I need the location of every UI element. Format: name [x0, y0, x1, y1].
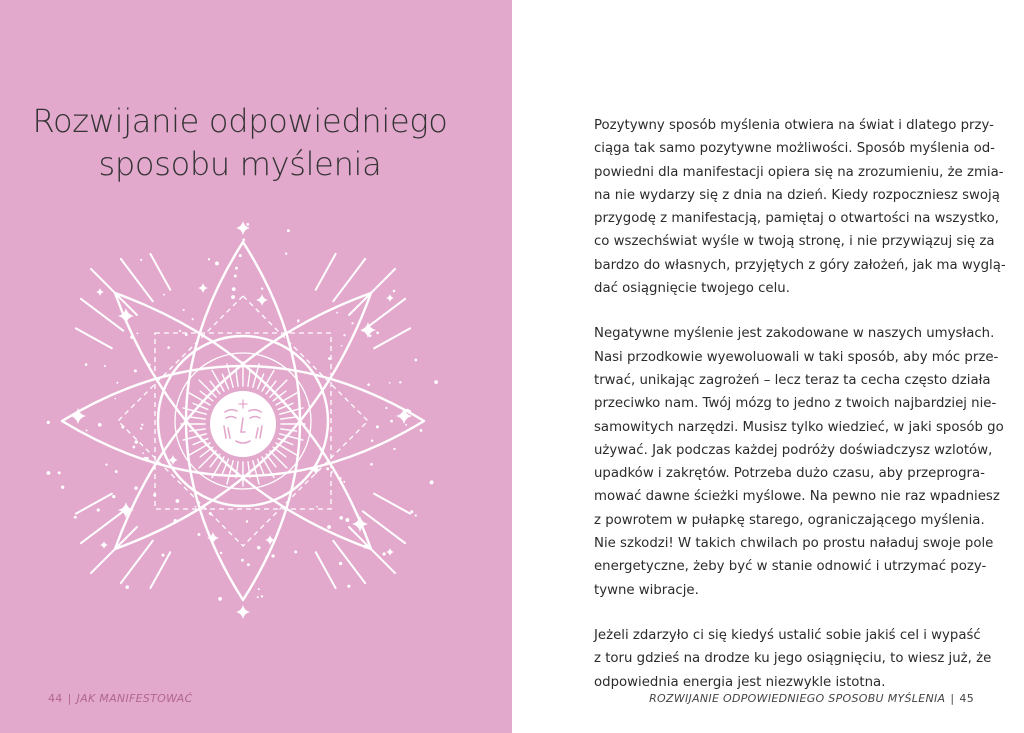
star-icon — [256, 294, 268, 306]
chapter-title — [20, 100, 460, 186]
text-line: z toru gdzieś na drodze ku jego osiągnięciu, to wiesz już, że — [594, 651, 992, 667]
ray-line — [81, 299, 123, 331]
ray-line — [76, 328, 112, 348]
sparkle-dot — [220, 552, 222, 554]
sparkle-dot — [376, 332, 379, 335]
page-number: 44 — [48, 692, 63, 705]
running-title: JAK MANIFESTOWAĆ — [76, 692, 193, 705]
sparkle-dot — [333, 256, 335, 258]
paragraph — [594, 624, 992, 694]
sunburst-ray — [248, 370, 250, 386]
ray-line — [121, 541, 153, 583]
text-line: ciąga tak samo pozytywne możliwości. Sposób myślenia od- — [594, 141, 995, 157]
sparkle-dot — [61, 486, 64, 489]
text-line: odpowiednia energia jest niezwykle istotna. — [594, 674, 886, 690]
sparkle-dot — [261, 287, 263, 289]
sparkle-dot — [399, 381, 401, 383]
sparkle-dot — [257, 546, 260, 549]
ray-line — [349, 527, 395, 573]
sparkle-dot — [415, 514, 417, 516]
ray-line — [363, 511, 405, 543]
text-line: przeciwko nam. Twój mózg to jedno z twoich najbardziej nie- — [594, 396, 997, 412]
paragraph — [594, 114, 1006, 300]
text-line: z powrotem w pułapkę starego, ograniczającego myślenia. — [594, 512, 985, 528]
text-line: samowitych narzędzi. Musisz tylko wiedzieć, w jaki sposób go — [594, 419, 1004, 435]
text-line: dać osiągnięcie twojego celu. — [594, 281, 790, 297]
sparkle-dot — [370, 463, 373, 466]
sparkle-dot — [142, 452, 144, 454]
left-folio — [48, 692, 193, 705]
sparkle-dot — [345, 518, 349, 522]
sparkle-dot — [367, 383, 370, 386]
text-line: powiedni dla manifestacji opiera się na zrozumieniu, że zmia- — [594, 164, 1004, 180]
sparkle-dot — [163, 294, 165, 296]
sparkle-dot — [47, 471, 51, 475]
sparkle-dot — [97, 508, 100, 511]
sparkle-dot — [167, 346, 170, 349]
sparkle-dot — [58, 471, 61, 474]
sparkle-dot — [327, 525, 331, 529]
sparkle-dot — [247, 563, 250, 566]
sparkle-dot — [285, 252, 287, 254]
star-icon — [96, 288, 104, 296]
ray-line — [316, 254, 336, 290]
sparkle-dot — [98, 423, 102, 427]
sparkle-dot — [135, 440, 139, 444]
text-line: bardzo do własnych, przyjętych z góry założeń, jak ma wyglą- — [594, 257, 1006, 273]
sunburst-ray — [270, 380, 287, 397]
text-line: tywne wibracje. — [594, 582, 699, 598]
text-line: Jeżeli zdarzyło ci się kiedyś ustalić sobie jakiś cel i wypaść — [594, 627, 981, 643]
sparkle-dot — [316, 506, 318, 508]
text-line: Pozytywny sposób myślenia otwiera na świat i dlatego przy- — [594, 118, 994, 133]
sparkle-dot — [115, 470, 118, 473]
sparkle-dot — [297, 319, 299, 321]
sparkle-dot — [294, 550, 297, 553]
ray-line — [121, 259, 153, 301]
sparkle-dot — [271, 554, 274, 557]
star-icon — [198, 283, 208, 293]
text-line: używać. Jak podczas każdej podróży doświadczysz wzlotów, — [594, 442, 993, 458]
sparkle-dot — [141, 424, 143, 426]
sparkle-dot — [287, 229, 290, 232]
sparkle-dot — [47, 421, 50, 424]
sparkle-dot — [336, 312, 338, 314]
sparkle-dot — [215, 261, 219, 265]
sparkle-dot — [114, 398, 116, 400]
ray-line — [333, 259, 365, 301]
ray-line — [374, 494, 410, 514]
text-line: przygodę z manifestacją, pamiętaj o otwartości na wszystko, — [594, 211, 999, 227]
folio-separator: | — [950, 692, 955, 705]
sunburst-ray — [199, 451, 216, 468]
sparkle-dot — [343, 481, 345, 483]
sparkle-dot — [385, 407, 387, 409]
sunburst-ray — [236, 370, 238, 386]
text-line: co wszechświat wyśle w twoją stronę, i nie przywiązuj się za — [594, 234, 995, 250]
sparkle-dot — [410, 510, 413, 513]
sparkle-dot — [393, 448, 395, 450]
paragraph — [594, 322, 1004, 602]
sunburst-ray — [189, 417, 205, 419]
text-line: Negatywne myślenie jest zakodowane w naszych umysłach. — [594, 326, 995, 342]
folio-separator: | — [67, 692, 72, 705]
sparkle-dot — [232, 287, 236, 291]
sparkle-dot — [208, 258, 210, 260]
text-line: Nasi przodkowie wyewoluowali w taki sposób, aby móc prze- — [594, 349, 999, 365]
sparkle-dot — [393, 290, 396, 293]
star-icon — [360, 322, 376, 338]
sparkle-dot — [235, 267, 238, 270]
ray-line — [91, 527, 137, 573]
text-line: trwać, unikając zagrożeń – lecz teraz ta cecha często działa — [594, 372, 991, 388]
sparkle-dot — [105, 464, 107, 466]
sparkle-dot — [195, 506, 197, 508]
text-line: na nie wydarzy się z dnia na dzień. Kiedy rozpoczniesz swoją — [594, 187, 1000, 203]
sparkle-dot — [162, 554, 165, 557]
sparkle-dot — [369, 334, 372, 337]
sparkle-dot — [389, 382, 391, 384]
sparkle-dot — [347, 585, 350, 588]
sun-face-icon — [210, 391, 276, 457]
ray-line — [349, 269, 395, 315]
sunburst-ray — [199, 380, 216, 397]
chapter-title-line: Rozwijanie odpowiedniego — [32, 102, 448, 140]
sparkle-dot — [246, 223, 249, 226]
sparkle-dot — [328, 357, 331, 360]
star-icon — [236, 605, 250, 619]
page-number: 45 — [959, 692, 974, 705]
sparkle-dot — [415, 359, 418, 362]
sparkle-dot — [218, 597, 222, 601]
ray-line — [150, 254, 170, 290]
sparkle-dot — [261, 595, 263, 597]
sparkle-dot — [258, 588, 260, 590]
sparkle-dot — [231, 295, 235, 299]
ray-line — [81, 511, 123, 543]
sparkle-dot — [85, 363, 88, 366]
sparkle-dot — [198, 533, 201, 536]
star-icon — [386, 548, 394, 556]
mandala-sun-face-illustration — [0, 200, 512, 640]
sparkle-dot — [74, 516, 77, 519]
sparkle-dot — [257, 596, 259, 598]
text-line: Nie szkodzi! W takich chwilach po prostu naładuj swoje pole — [594, 536, 994, 552]
sparkle-dot — [125, 585, 129, 589]
ray-line — [150, 552, 170, 588]
sparkle-dot — [341, 345, 343, 347]
sparkle-dot — [134, 369, 137, 372]
sparkle-dot — [234, 275, 237, 278]
body-text — [594, 114, 1006, 716]
sparkle-dot — [140, 427, 142, 429]
sparkle-dot — [434, 380, 438, 384]
sparkle-dot — [405, 424, 407, 426]
sparkle-dot — [179, 330, 181, 332]
sparkle-dot — [343, 334, 345, 336]
text-line: upadków i zakrętów. Potrzeba dużo czasu, aby przeprogra- — [594, 466, 985, 482]
chapter-title-line: sposobu myślenia — [98, 145, 382, 183]
sparkle-dot — [326, 467, 329, 470]
sparkle-dot — [371, 439, 373, 441]
sparkle-dot — [86, 429, 88, 431]
sparkle-dot — [116, 382, 118, 384]
sparkle-dot — [134, 486, 137, 489]
star-icon — [386, 294, 394, 302]
sparkle-dot — [376, 425, 379, 428]
sparkle-dot — [136, 332, 138, 334]
sparkle-dot — [241, 559, 244, 562]
right-page — [512, 0, 1024, 733]
sparkle-dot — [132, 446, 135, 449]
ray-line — [316, 552, 336, 588]
sparkle-dot — [175, 499, 179, 503]
sparkle-dot — [112, 495, 115, 498]
sparkle-dot — [140, 259, 142, 261]
text-line: mować dawne ścieżki myślowe. Na pewno nie raz wpadniesz — [594, 489, 1000, 505]
running-title: ROZWIJANIE ODPOWIEDNIEGO SPOSOBU MYŚLENIA — [649, 692, 946, 705]
sparkle-dot — [339, 562, 342, 565]
text-line: energetyczne, żeby być w stanie odnowić i utrzymać pozy- — [594, 559, 987, 575]
sparkle-dot — [430, 480, 434, 484]
ray-line — [76, 494, 112, 514]
sparkle-dot — [183, 309, 185, 311]
sparkle-dot — [339, 516, 343, 520]
sparkle-dot — [351, 322, 353, 324]
sparkle-dot — [239, 254, 242, 257]
sunburst-ray — [270, 451, 287, 468]
sparkle-dot — [390, 420, 393, 423]
star-icon — [100, 541, 108, 549]
sparkle-dot — [420, 429, 423, 432]
ray-line — [374, 328, 410, 348]
sparkle-dot — [192, 318, 194, 320]
sunburst-ray — [281, 417, 297, 419]
sparkle-dot — [246, 520, 248, 522]
right-folio — [649, 692, 974, 705]
sparkle-dot — [383, 552, 386, 555]
sparkle-dot — [104, 365, 106, 367]
ray-line — [333, 541, 365, 583]
